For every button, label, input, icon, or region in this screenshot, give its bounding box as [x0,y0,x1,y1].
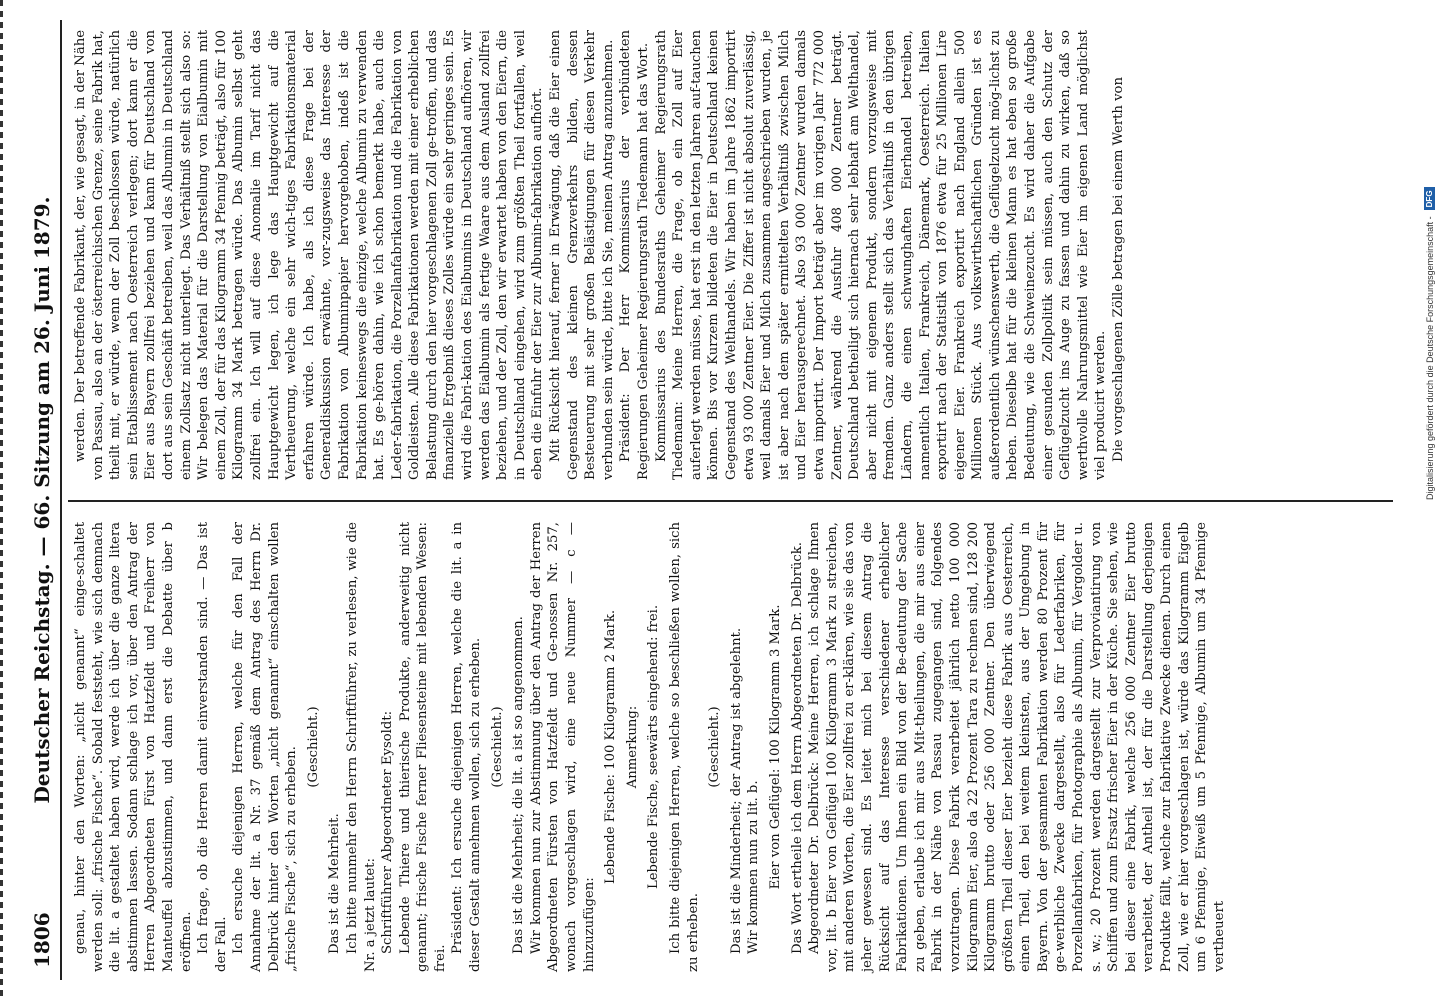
paragraph: Ich frage, ob die Herren damit einverstanden sind. — Das ist der Fall. [196,522,229,972]
paragraph: Ich ersuche diejenigen Herren, welche für den Fall der Annahme der lit. a Nr. 37 gemäß dem Antrag des Herrn Dr. Delbrück hinter den Worten „nicht genannt“ einschalten wollen „frische Fische“, sich zu erheben. [231,522,300,972]
paragraph: Schriftführer Abgeordneter Eysoldt: [380,710,396,954]
dfg-logo: DFG [1424,187,1435,210]
paragraph: Lebende Fische: 100 Kilogramm 2 Mark. [603,609,619,885]
rotated-document-page [20,20,1400,980]
paragraph: Das ist die Minderheit; der Antrag ist abgelehnt. [728,627,744,954]
paragraph: Präsident: Der Herr Kommissarius der verbündeten Regierungen Geheimer Regierungsrath Tiedemann hat das Wort. [618,30,651,480]
page-number: 1806 [30,912,54,968]
paragraph: Anmerkung: [624,705,640,789]
paragraph: Die vorgeschlagenen Zölle betragen bei einem Werth von [1111,77,1127,462]
publication-title: Deutscher Reichstag. — 66. Sitzung am 26. Juni 1879. [30,196,54,804]
page-header [20,20,62,980]
paragraph: Präsident: Ich ersuche diejenigen Herren, welche die lit. a in dieser Gestalt annehmen wollen, sich zu erheben. [450,522,484,972]
paragraph: Mit Rücksicht hierauf, ferner in Erwägung, daß die Eier einen Gegenstand des kleinen Grenzverkehrs bilden, dessen Besteuerung mit sehr großen Belästigungen für diesen Verkehr verbunden sein würde, bitte ich Sie, meinen Antrag anzunehmen. [548,30,616,480]
scan-edge [0,0,3,1000]
paragraph: (Geschieht.) [305,706,321,788]
digitization-credit [1424,187,1435,500]
paragraph: Abgeordneter Dr. Delbrück: Meine Herren, ich schlage Ihnen vor, lit. b Eier von Geflügel 100 Kilogramm 3 Mark zu streichen, mit anderen Worten, die Eier zollfrei zu er-klären, wie sie das von jeher gewesen sind. Es leitet mich bei diesem Antrag die Rücksicht auf das Interesse verschiedener erheblicher Fabrikationen. Um Ihnen ein Bild von der Be-deutung der Sache zu geben, erlaube ich mir aus Mit-theilungen, die mir aus einer Fabrik in der Nähe von Passau zugegangen sind, folgendes vorzutragen. Diese Fabrik verarbeitet jährlich netto 100 000 Kilogramm Eier, also da 22 Prozent Tara zu rechnen sind, 128 200 Kilogramm brutto oder 256 000 Zentner. Den überwiegend größten Theil dieser Eier bezieht diese Fabrik aus Oesterreich, einen Theil, den bei weitem kleinsten, aus der Umgebung in Bayern. Von der gesammten Fabrikation werden 80 Prozent für ge-werbliche Zwecke dargestellt, also für Lederfabriken, für Porzellanfabriken, für Photographie als Albumin, für Vergolder u. s. w.; 20 Prozent werden dargestellt zur Verproviantirung von Schiffen und zum Ersatz frischer Eier in der Küche. Sie sehen, wie bei dieser eine Fabrik, welche 256 000 Zentner Eier brutto verarbeitet, der Antheil ist, der für die Darstellung derjenigen Produkte fällt, welche zur fabrikative Zwecke dienen. Durch einen Zoll, wie er hier vorgeschlagen ist, würde das Kilogramm Eigelb um 6 Pfennige, Eiweiß um 5 Pfennige, Albumin um 34 Pfennige vertheuert [807,522,1227,972]
paragraph: Das ist die Mehrheit; die lit. a ist so angenommen. [511,616,527,954]
paragraph: Ich bitte nunmehr den Herrn Schriftführer, zu verlesen, wie die Nr. a jetzt lautet: [344,522,378,972]
paragraph: (Geschieht.) [707,706,723,788]
paragraph: Lebende Thiere und thierische Produkte, anderweitig nicht genannt; frische Fische ferner Fliesensteine mit lebenden Wesen: frei. [397,522,448,972]
paragraph: (Geschieht.) [489,706,505,788]
credit-text: Digitalisierung gefördert durch die Deutsche Forschungsgemeinschaft - [1424,216,1435,500]
paragraph: Das ist die Mehrheit. [327,813,343,954]
paragraph: Das Wort ertheile ich dem Herrn Abgeordneten Dr. Delbrück. [789,542,805,954]
left-text-column [72,522,1392,972]
paragraph: Eier von Geflügel: 100 Kilogramm 3 Mark. [767,604,783,890]
paragraph: Wir kommen nun zu lit. b. [746,780,762,954]
paragraph: Wir kommen nun zur Abstimmung über den Antrag der Herren Abgeordneten Fürsten von Hatzfeldt und Ge-nossen Nr. 257, wonach vorgeschlagen wird, eine neue Nummer — c — hinzuzufügen: [528,522,597,972]
paragraph: Kommissarius des Bundesraths Geheimer Regierungsrath Tiedemann: Meine Herren, die Frage, ob ein Zoll auf Eier auferlegt werden müsse, hat erst in den letzten Jahren auf-tauchen können. Bis vor Kurzem bildeten die Eier in Deutschland keinen Gegenstand des Welthandels. Wir haben im Jahre 1862 importirt etwa 93 000 Zentner Eier. Die Ziffer ist nicht absolut zuverlässig, weil damals Eier und Milch zusammen angeschrieben wurden, je ist aber nach dem später ermittelten Verhältniß zwischen Milch und Eier herausgerechnet. Also 93 000 Zentner wurden damals etwa importirt. Der Import beträgt aber im vorigen Jahr 772 000 Zentner, während die Ausfuhr 408 000 Zentner beträgt. Deutschland betheiligt sich hiernach sehr lebhaft am Welthandel, aber nicht mit eigenem Produkt, sondern vorzugsweise mit fremdem. Ganz anders stellt sich das Verhältniß in den übrigen Ländern, die einen schwunghaften Eierhandel betreiben, namentlich Italien, Frankreich, Dänemark, Oesterreich. Italien exportirt nach der Statistik von 1876 etwa für 25 Millionen Lire eigener Eier. Frankreich exportirt nach England allein 500 Millionen Stück. Aus volkswirthschaftlichen Gründen ist es außerordentlich wünschenswerth, die Geflügelzucht mög-lichst zu heben. Dieselbe hat für die kleinen Mann es hat eben so große Bedeutung, wie die Schweinezucht. Es wird daher die Aufgabe einer gesunden Zollpolitik sein müssen, auch den Schutz der Geflügelzucht ins Auge zu fassen und dahin zu wirken, daß so werthvolle Nahrungsmittel wie Eier im eigenen Land möglichst viel producirt werden. [653,30,1109,480]
paragraph: werden. Der betreffende Fabrikant, der, wie gesagt, in der Nähe von Passau, also an der österreichischen Grenze, seine Fabrik hat, theilt mit, er würde, wenn der Zoll beschlossen würde, natürlich sein Etablissement nach Oesterreich verlegen; dort kann er die Eier aus Bayern zollfrei beziehen und kann für Deutschland von dort aus sein Geschäft betreiben, weil das Albumin in Deutschland einem Zollsatz nicht unterliegt. Das Verhältniß stellt sich also so: Wir belegen das Material für die Darstellung von Eialbumin mit einem Zoll, der für das Kilogramm 34 Pfennig beträgt, also für 100 Kilogramm 34 Mark betragen würde. Das Albumin selbst geht zollfrei ein. Ich will auf diese Anomalie im Tarif nicht das Hauptgewicht legen, ich lege das Hauptgewicht auf die Vertheuerung, welche ein sehr wich-tiges Fabrikationsmaterial erfahren würde. Ich habe, als ich diese Frage bei der Generaldiskussion erwähnte, vor-zugsweise das Interesse der Fabrikation von Albuminpapier hervorgehoben, indeß ist die Fabrikation keineswegs die einzige, welche Albumin zu verwenden hat. Es ge-hören dahin, wie ich schon bemerkt habe, auch die Leder-fabrikation, die Porzellanfabrikation und die Fabrikation von Goldleisten. Alle diese Fabrikationen werden mit einer erheblichen Belastung durch den hier vorgeschlagenen Zoll ge-troffen, und das finanzielle Ergebniß dieses Zolles würde ein sehr geringes sein. Es wird die Fabri-kation des Eialbumins in Deutschland aufhören, wir werden das Eialbumin als fertige Waare aus dem Ausland zollfrei beziehen, und der Zoll, den wir erwartet haben von den Eiern, die in Deutschland eingehen, wird zum größten Theil fortfallen, weil eben die Einfuhr der Eier zur Albumin-fabrikation aufhört. [73,30,546,480]
paragraph: Ich bitte diejenigen Herren, welche so beschließen wollen, sich zu erheben. [668,522,701,972]
paragraph: Lebende Fische, seewärts eingehend: frei. [646,604,662,890]
right-text-column [72,30,1392,480]
column-divider [68,500,1393,502]
paragraph: genau, hinter den Worten: „nicht genannt“ einge-schaltet werden soll: „frische Fische“. Sobald feststeht, wie sich demnach die lit. a gestaltet haben wird, werde ich über die ganze litera abstimmen lassen. Sodann schlage ich vor, über den Antrag der Herren Abgeordneten Fürst von Hatzfeldt und Freiherr von Manteuffel abzustimmen, und dann erst die Debatte über b eröffnen. [73,522,194,972]
